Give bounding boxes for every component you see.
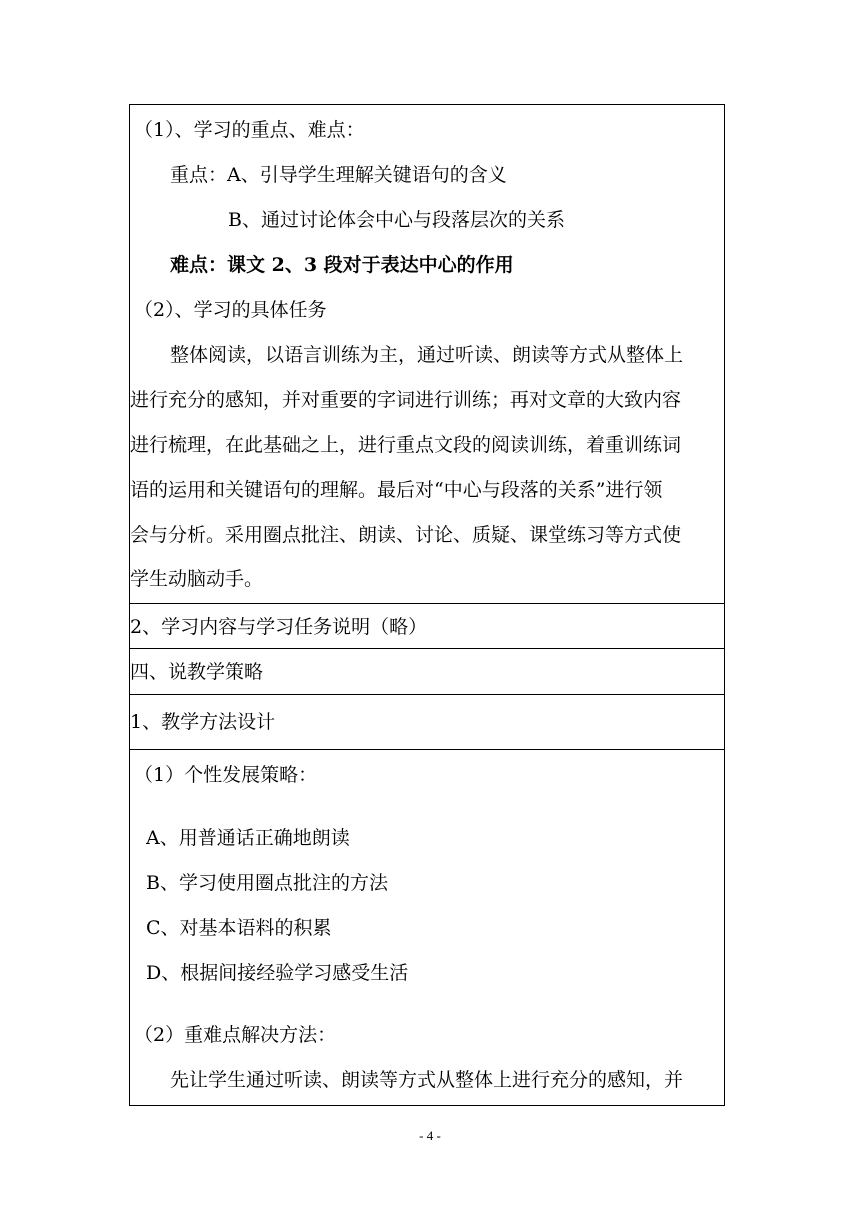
page-number: - 4 - [419, 1128, 441, 1143]
content-table [129, 104, 725, 1106]
strategy-item: D、根据间接经验学习感受生活 [146, 962, 409, 984]
difficulty-point: 难点：课文 2、3 段对于表达中心的作用 [170, 254, 514, 276]
task-paragraph-line: 进行充分的感知，并对重要的字词进行训练；再对文章的大致内容 [130, 389, 682, 411]
objectives-heading: （1）、学习的重点、难点： [134, 119, 365, 141]
teaching-strategy-heading: 四、说教学策略 [130, 661, 264, 683]
strategy-item: C、对基本语料的积累 [146, 917, 332, 939]
table-row-strategies [130, 750, 724, 1105]
key-point-b: B、通过讨论体会中心与段落层次的关系 [228, 209, 565, 231]
content-description-text: 2、学习内容与学习任务说明（略） [130, 616, 428, 638]
task-paragraph-line: 语的运用和关键语句的理解。最后对“中心与段落的关系”进行领 [130, 479, 663, 501]
table-row-teaching-strategy [130, 649, 724, 695]
method-design-heading: 1、教学方法设计 [130, 711, 276, 733]
difficulty-solution-heading: （2）重难点解决方法： [134, 1024, 337, 1046]
strategy-item: A、用普通话正确地朗读 [146, 827, 350, 849]
difficulty-solution-text: 先让学生通过听读、朗读等方式从整体上进行充分的感知，并 [170, 1069, 684, 1091]
strategy-item: B、学习使用圈点批注的方法 [146, 872, 388, 894]
task-heading: （2）、学习的具体任务 [134, 299, 327, 321]
task-paragraph-line: 学生动脑动手。 [130, 568, 264, 590]
task-paragraph-line: 会与分析。采用圈点批注、朗读、讨论、质疑、课堂练习等方式使 [130, 524, 682, 546]
personal-development-heading: （1）个性发展策略： [134, 764, 318, 786]
task-paragraph-line: 进行梳理，在此基础之上，进行重点文段的阅读训练，着重训练词 [130, 434, 682, 456]
key-point-a: 重点：A、引导学生理解关键语句的含义 [170, 164, 507, 186]
task-paragraph-line: 整体阅读，以语言训练为主，通过听读、朗读等方式从整体上 [170, 344, 684, 366]
table-row-objectives [130, 105, 724, 604]
table-row-method-design [130, 695, 724, 750]
table-row-content-description [130, 604, 724, 649]
